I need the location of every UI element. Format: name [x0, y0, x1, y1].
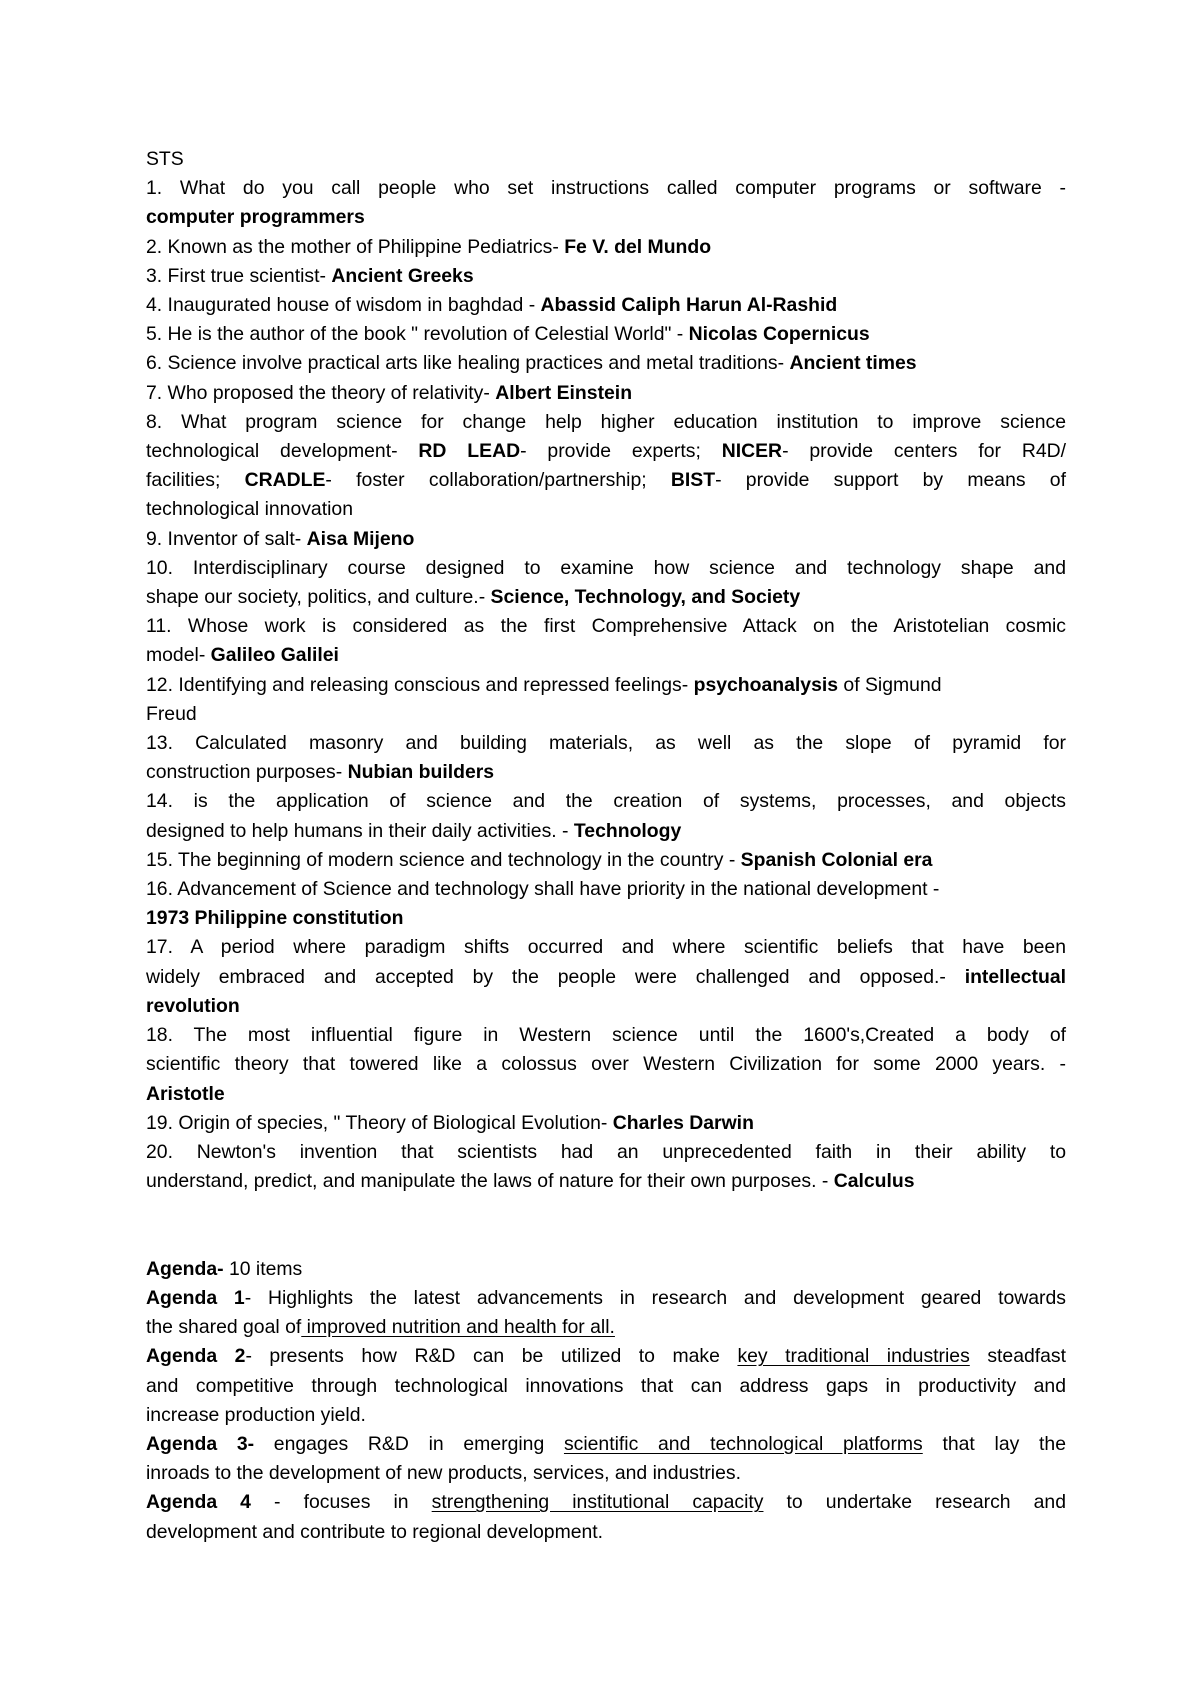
question-8-line-4: technological innovation [146, 498, 353, 521]
question-12: 12. Identifying and releasing conscious and repressed feelings- psychoanalysis of Sigmund [146, 673, 942, 696]
question-18-line-2: scientific theory that towered like a colossus over Western Civilization for some 2000 years. - [146, 1053, 1066, 1076]
answer-15: Spanish Colonial era [740, 848, 933, 871]
question-14-line-2: designed to help humans in their daily activities. - Technology [146, 819, 682, 842]
question-8-line-2: technological development- RD LEAD- provide experts; NICER- provide centers for R4D/ [146, 440, 1066, 463]
answer-6: Ancient times [789, 352, 917, 375]
doc-title: STS [146, 148, 184, 170]
answer-11: Galileo Galilei [210, 644, 339, 667]
agenda-3-label: Agenda 3- [146, 1432, 255, 1455]
question-17: 17. A period where paradigm shifts occurred and where scientific beliefs that have been [146, 936, 1066, 959]
agenda-2: Agenda 2- presents how R&D can be utilized to make key traditional industries steadfast [146, 1345, 1067, 1368]
answer-16: 1973 Philippine constitution [146, 907, 404, 930]
agenda-1-line-2: the shared goal of improved nutrition and health for all. [146, 1316, 615, 1339]
agenda-1-highlight: improved nutrition and health for all. [301, 1316, 615, 1339]
agenda-2-line-2: and competitive through technological innovations that can address gaps in productivity and [146, 1374, 1066, 1397]
answer-19: Charles Darwin [612, 1111, 754, 1134]
agenda-2-highlight: key traditional industries [737, 1345, 970, 1368]
answer-4: Abassid Caliph Harun Al-Rashid [540, 294, 838, 317]
agenda-2-line-3: increase production yield. [146, 1403, 366, 1426]
agenda-heading: Agenda- 10 items [146, 1257, 303, 1280]
question-8-line-3: facilities; CRADLE- foster collaboration/partnership; BIST- provide support by means of [146, 469, 1066, 492]
question-7: 7. Who proposed the theory of relativity- Albert Einstein [146, 381, 633, 404]
agenda-3-line-2: inroads to the development of new products, services, and industries. [146, 1462, 741, 1485]
question-2: 2. Known as the mother of Philippine Pediatrics- Fe V. del Mundo [146, 235, 712, 258]
question-1: 1. What do you call people who set instructions called computer programs or software - [146, 177, 1066, 200]
question-13: 13. Calculated masonry and building materials, as well as the slope of pyramid for [146, 732, 1066, 755]
answer-13: Nubian builders [347, 761, 495, 784]
agenda-1-label: Agenda 1 [146, 1286, 245, 1309]
section-spacer [146, 1196, 1066, 1254]
answer-14: Technology [573, 819, 682, 842]
question-9: 9. Inventor of salt- Aisa Mijeno [146, 527, 415, 550]
question-11: 11. Whose work is considered as the first Comprehensive Attack on the Aristotelian cosmic [146, 615, 1066, 638]
agenda-3: Agenda 3- engages R&D in emerging scientific and technological platforms that lay the [146, 1432, 1066, 1455]
answer-9: Aisa Mijeno [306, 527, 415, 550]
answer-2: Fe V. del Mundo [564, 235, 712, 258]
question-16: 16. Advancement of Science and technology shall have priority in the national development - [146, 878, 940, 901]
question-8: 8. What program science for change help higher education institution to improve science [146, 410, 1066, 433]
question-17-line-2: widely embraced and accepted by the people were challenged and opposed.- intellectual [146, 965, 1066, 988]
question-5: 5. He is the author of the book " revolution of Celestial World" - Nicolas Copernicus [146, 323, 870, 346]
question-3: 3. First true scientist- Ancient Greeks [146, 264, 474, 287]
answer-8-cradle: CRADLE [244, 469, 326, 492]
answer-10: Science, Technology, and Society [490, 586, 801, 609]
question-10-line-2: shape our society, politics, and culture.- Science, Technology, and Society [146, 586, 801, 609]
answer-20: Calculus [833, 1170, 915, 1193]
agenda-4-highlight: strengthening institutional capacity [431, 1491, 764, 1514]
answer-17-part-1: intellectual [964, 965, 1066, 988]
answer-3: Ancient Greeks [331, 264, 474, 287]
answer-17-part-2: revolution [146, 994, 240, 1017]
question-18: 18. The most influential figure in Western science until the 1600's,Created a body of [146, 1024, 1066, 1047]
agenda-4-label: Agenda 4 [146, 1491, 251, 1514]
question-20-line-2: understand, predict, and manipulate the laws of nature for their own purposes. - Calculus [146, 1170, 915, 1193]
question-15: 15. The beginning of modern science and technology in the country - Spanish Colonial era [146, 848, 933, 871]
answer-18: Aristotle [146, 1082, 225, 1105]
question-11-line-2: model- Galileo Galilei [146, 644, 339, 667]
answer-12: psychoanalysis [693, 673, 839, 696]
agenda-3-highlight: scientific and technological platforms [563, 1432, 923, 1455]
question-12-line-2: Freud [146, 702, 197, 725]
question-14: 14. is the application of science and the creation of systems, processes, and objects [146, 790, 1066, 813]
agenda-1: Agenda 1- Highlights the latest advancements in research and development geared towards [146, 1286, 1066, 1309]
question-10: 10. Interdisciplinary course designed to examine how science and technology shape and [146, 556, 1066, 579]
agenda-4-line-2: development and contribute to regional development. [146, 1520, 604, 1543]
question-4: 4. Inaugurated house of wisdom in baghdad - Abassid Caliph Harun Al-Rashid [146, 294, 838, 317]
document-page [146, 145, 1066, 1547]
question-19: 19. Origin of species, " Theory of Biological Evolution- Charles Darwin [146, 1111, 754, 1134]
question-13-line-2: construction purposes- Nubian builders [146, 761, 495, 784]
answer-1: computer programmers [146, 206, 365, 229]
answer-8-nicer: NICER [721, 440, 783, 463]
question-6: 6. Science involve practical arts like healing practices and metal traditions- Ancient times [146, 352, 917, 375]
agenda-4: Agenda 4 - focuses in strengthening institutional capacity to undertake research and [146, 1491, 1066, 1514]
answer-7: Albert Einstein [495, 381, 633, 404]
answer-5: Nicolas Copernicus [688, 323, 870, 346]
answer-8-rd-lead: RD LEAD [418, 440, 521, 463]
agenda-2-label: Agenda 2 [146, 1345, 246, 1368]
answer-8-bist: BIST [670, 469, 716, 492]
question-20: 20. Newton's invention that scientists had an unprecedented faith in their ability to [146, 1140, 1066, 1163]
